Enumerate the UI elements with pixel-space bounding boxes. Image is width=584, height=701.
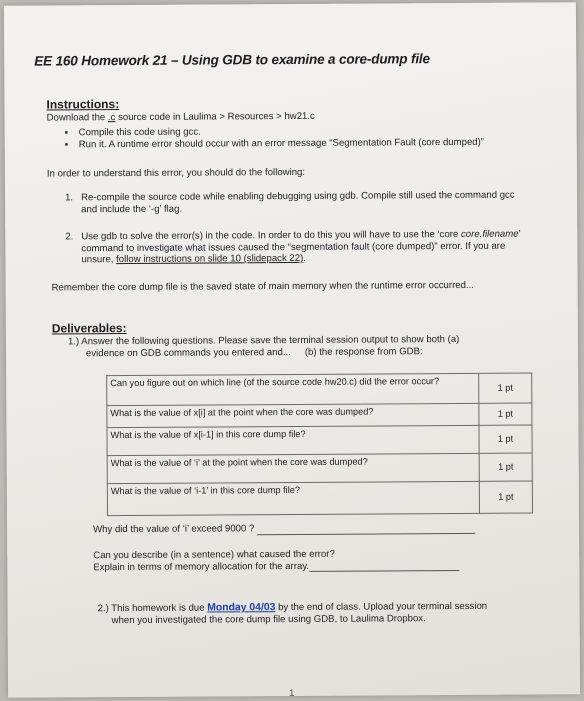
deliverable-2: 2.) This homework is due Monday 04/03 by the end of class. Upload your terminal session when you investigated the core dump file using GDB, to Laulima Dropbox. <box>97 600 488 626</box>
slide-instructions-link[interactable]: follow instructions on slide 10 (slidepack 22) <box>116 252 304 266</box>
list-item: ▪ Run it. A runtime error should occur with an error message “Segmentation Fault (core dumped)” <box>64 136 485 151</box>
download-pre: Download the <box>46 112 108 124</box>
step-2: 2. Use gdb to solve the error(s) in the code. In order to do this you will have to use the ‘core core.filename’ command to investigate what issues caused the “segmentation fault (core dumped)” error. If you are unsure, follow instructions on slide 10 (slidepack 22). <box>65 228 521 266</box>
question-cell: What is the value of ‘i-1’ in this core dump file? <box>107 481 479 515</box>
download-ext: .c <box>107 112 116 124</box>
deliverable-1-line1: 1.) Answer the following questions. Please save the terminal session output to show both (a) <box>67 333 460 348</box>
answer-line <box>257 522 475 534</box>
question-cell: What is the value of x[i-1] in this core dump file? <box>107 425 479 455</box>
core-dump-reminder: Remember the core dump file is the saved state of main memory when the runtime error occurred... <box>51 279 474 294</box>
table-row <box>107 481 532 516</box>
question-cell: What is the value of x[i] at the point when the core was dumped? <box>107 403 479 427</box>
question-cell: Can you figure out on which line (of the source code hw20.c) did the error occur? <box>107 373 479 405</box>
instructions-intro: In order to understand this error, you should do the following: <box>46 166 306 180</box>
points-cell: 1 pt <box>479 453 532 481</box>
points-cell: 1 pt <box>479 403 532 425</box>
instruction-bullets <box>63 125 484 152</box>
step-1: 1. Re-compile the source code while enabling debugging using gdb. Compile still used the command gcc and include the ‘-g’ flag. <box>65 189 515 215</box>
exceed-question: Why did the value of ‘i’ exceed 9000 ? <box>93 522 475 536</box>
points-cell: 1 pt <box>479 425 532 453</box>
list-item: ▪ Compile this code using gcc. <box>64 126 201 139</box>
answer-line <box>309 560 459 572</box>
points-cell: 1 pt <box>479 373 532 403</box>
instructions-heading: Instructions: <box>46 97 120 112</box>
document-page <box>4 2 580 700</box>
bullet-icon: ▪ <box>64 139 69 151</box>
question-cell: What is the value of ‘i’ at the point when the core was dumped? <box>107 453 479 483</box>
bullet-icon: ▪ <box>64 127 69 139</box>
table-row <box>107 425 532 456</box>
due-date: Monday 04/03 <box>207 602 276 614</box>
table-row <box>107 403 532 428</box>
describe-question: Can you describe (in a sentence) what caused the error? Explain in terms of memory allocation for the array. <box>93 548 459 573</box>
page-title: EE 160 Homework 21 – Using GDB to examine a core-dump file <box>34 51 430 69</box>
table-row <box>107 453 532 484</box>
table-row <box>107 373 532 406</box>
deliverable-1-line2: evidence on GDB commands you entered and... (b) the response from GDB: <box>85 346 423 360</box>
questions-table <box>106 373 533 517</box>
points-cell: 1 pt <box>479 481 532 513</box>
deliverables-heading: Deliverables: <box>51 321 127 336</box>
download-post: source code in Laulima > Resources > hw21.c <box>115 110 315 124</box>
download-line <box>47 111 315 124</box>
page-number: 1 <box>289 687 295 700</box>
